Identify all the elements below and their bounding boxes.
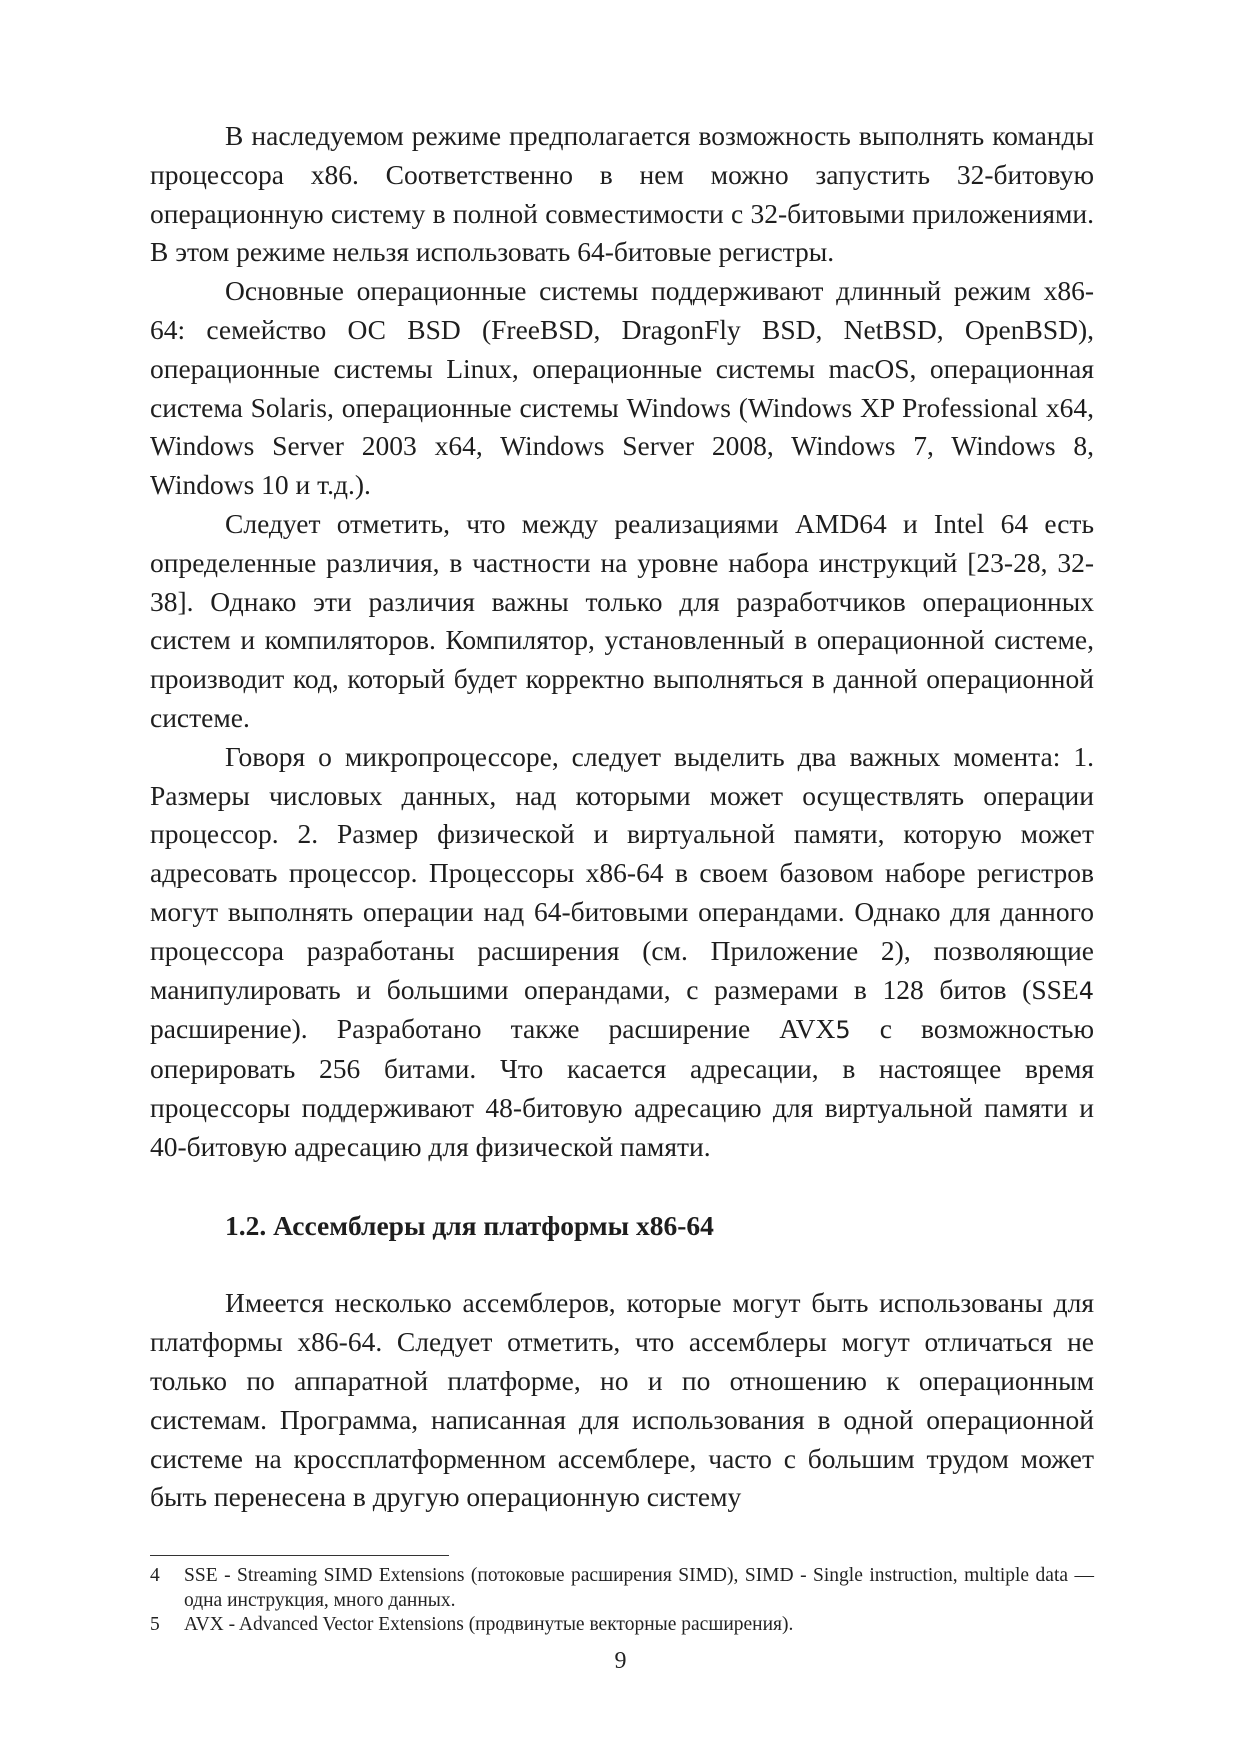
footnote-ref-4: 4 bbox=[1078, 976, 1094, 1005]
page-body bbox=[150, 117, 1094, 1517]
page-number: 9 bbox=[614, 1648, 627, 1674]
footnote-text: SSE - Streaming SIMD Extensions (потоковые расширения SIMD), SIMD - Single instruction, multiple data — одна инструкция, много данных. bbox=[184, 1565, 1094, 1611]
paragraph-microprocessor bbox=[150, 738, 1094, 1167]
footnotes bbox=[150, 1564, 1094, 1638]
paragraph-operating-systems: Основные операционные системы поддерживают длинный режим x86-64: семейство ОС BSD (FreeBSD, DragonFly BSD, NetBSD, OpenBSD), операционные системы Linux, операционные системы macOS, операционная система Solaris, операционные системы Windows (Windows XP Professional x64, Windows Server 2003 x64, Windows Server 2008, Windows 7, Windows 8, Windows 10 и т.д.). bbox=[150, 275, 1094, 501]
paragraph-microprocessor-part3: с возможностью оперировать 256 битами. Что касается адресации, в настоящее время процессоры поддерживают 48-битовую адресацию для виртуальной памяти и 40-битовую адресацию для физической памяти. bbox=[150, 1013, 1094, 1162]
paragraph-microprocessor-part1: Говоря о микропроцессоре, следует выделить два важных момента: 1. Размеры числовых данных, над которыми может осуществлять операции процессор. 2. Размер физической и виртуальной памяти, которую может адресовать процессор. Процессоры x86-64 в своем базовом наборе регистров могут выполнять операции над 64-битовыми операндами. Однако для данного процессора разработаны расширения (см. Приложение 2), позволяющие манипулировать и большими операндами, с размерами в 128 битов (SSE bbox=[150, 740, 1094, 1005]
footnote-text: AVX - Advanced Vector Extensions (продвинутые векторные расширения). bbox=[184, 1614, 794, 1635]
section-heading: 1.2. Ассемблеры для платформы x86-64 bbox=[225, 1209, 714, 1241]
footnote-divider bbox=[150, 1555, 449, 1556]
footnote-number: 4 bbox=[150, 1565, 160, 1586]
footnote-item bbox=[150, 1613, 1094, 1638]
footnote-number: 5 bbox=[150, 1614, 160, 1635]
paragraph-microprocessor-part2: расширение). Разработано также расширение AVX bbox=[150, 1013, 836, 1045]
paragraph-assemblers: Имеется несколько ассемблеров, которые могут быть использованы для платформы x86-64. Следует отметить, что ассемблеры могут отличаться не только по аппаратной платформе, но и по отношению к операционным системам. Программа, написанная для использования в одной операционной системе на кроссплатформенном ассемблере, часто с большим трудом может быть перенесена в другую операционную систему bbox=[150, 1287, 1094, 1513]
footnote-ref-5: 5 bbox=[835, 1016, 851, 1045]
paragraph-legacy-mode: В наследуемом режиме предполагается возможность выполнять команды процессора x86. Соответственно в нем можно запустить 32-битовую операционную систему в полной совместимости с 32-битовыми приложениями. В этом режиме нельзя использовать 64-битовые регистры. bbox=[150, 120, 1094, 268]
paragraph-amd-intel-differences: Следует отметить, что между реализациями AMD64 и Intel 64 есть определенные различия, в частности на уровне набора инструкций [23-28, 32-38]. Однако эти различия важны только для разработчиков операционных систем и компиляторов. Компилятор, установленный в операционной системе, производит код, который будет корректно выполняться в данной операционной системе. bbox=[150, 507, 1094, 733]
footnote-item bbox=[150, 1564, 1094, 1613]
